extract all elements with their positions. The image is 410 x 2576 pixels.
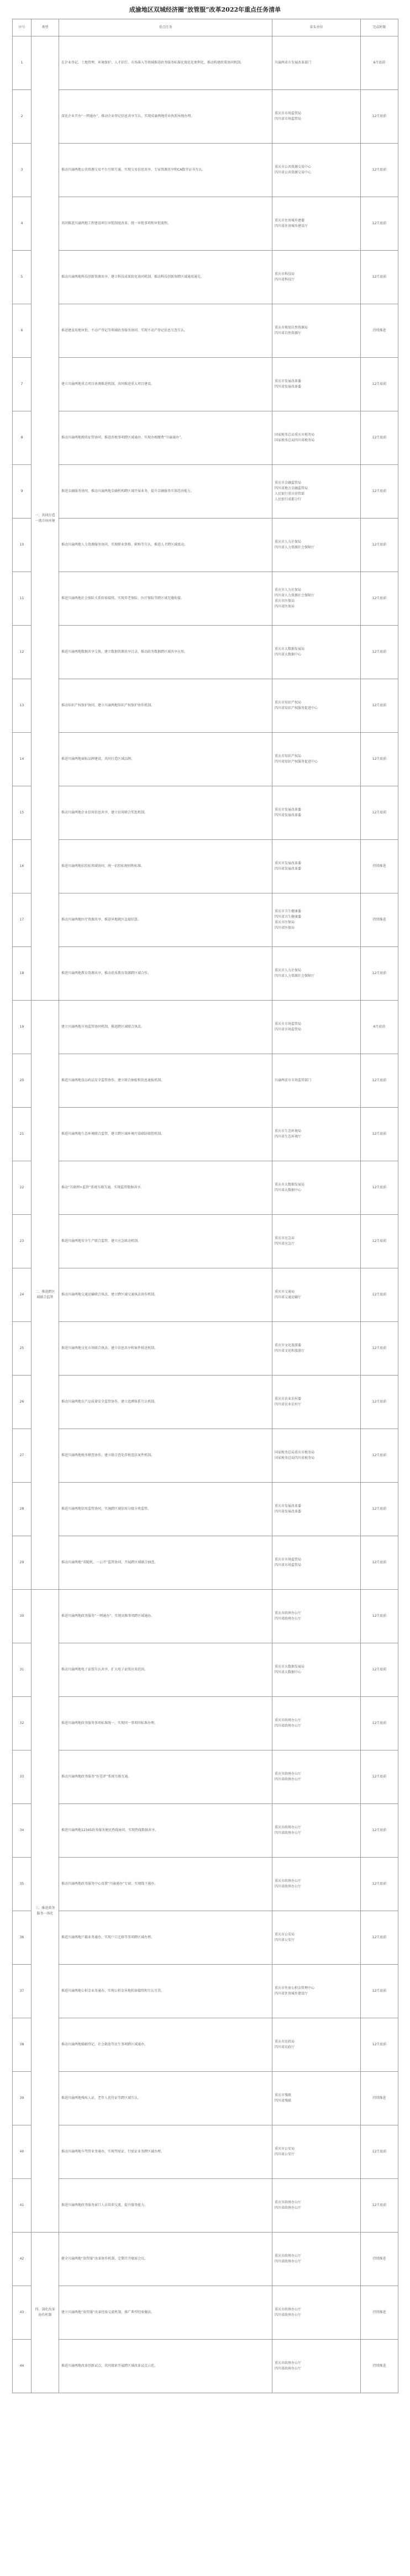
task-cell: 共同推进川渝两地工程建设项目审批制度改革，统一审批事项和审批流程。: [59, 197, 272, 251]
task-cell: 推动川渝两地交通运输联合执法，建立跨区域交通执法协作机制。: [59, 1268, 272, 1322]
table-row: [13, 465, 398, 519]
task-cell: 推进建设用地审批、不动产登记等领域政务服务协同，实现不动产登记信息互查互认。: [59, 304, 272, 358]
task-cell: 推进川渝两地教育资源共享，推动优质教育资源跨区域合作。: [59, 947, 272, 1001]
header-category: 类型: [31, 19, 59, 36]
lead-unit-cell: 重庆市大数据发展局 四川省大数据中心: [272, 626, 361, 679]
row-number: 2: [13, 90, 31, 144]
task-cell: 推进川渝两地食品药品安全监管协作，建立联合抽检和信息通报机制。: [59, 1054, 272, 1108]
task-cell: 推动知识产权保护协同，建立川渝两地知识产权保护协作机制。: [59, 679, 272, 733]
lead-unit-cell: 重庆市知识产权局 四川省知识产权服务促进中心: [272, 679, 361, 733]
task-cell: 推动川渝两地婚姻登记、社会救助等民生事项跨区域通办。: [59, 2018, 272, 2072]
row-number: 13: [13, 679, 31, 733]
lead-unit-cell: 重庆市政府办公厅 四川省政府办公厅: [272, 1858, 361, 1911]
lead-unit-cell: 重庆市政府办公厅 四川省政府办公厅: [272, 2286, 361, 2340]
lead-unit-cell: 重庆市市场监管局 四川省市场监管局: [272, 1001, 361, 1054]
lead-unit-cell: 重庆市知识产权局 四川省知识产权服务促进中心: [272, 733, 361, 786]
deadline-cell: 持续推进: [361, 893, 398, 947]
lead-unit-cell: 重庆市市场监管局 四川省市场监管局: [272, 1536, 361, 1590]
task-cell: 推进川渝两地政务服务窗口人员培训交流，提升服务能力。: [59, 2179, 272, 2233]
lead-unit-cell: 重庆市公安局 四川省公安厅: [272, 2125, 361, 2179]
row-number: 41: [13, 2179, 31, 2233]
table-row: [13, 1697, 398, 1750]
row-number: 36: [13, 1911, 31, 1965]
row-number: 1: [13, 36, 31, 90]
row-number: 37: [13, 1965, 31, 2018]
task-cell: 推进川渝两地改革创新试点，共同探索开展跨区域改革试点示范。: [59, 2340, 272, 2393]
table-row: [13, 733, 398, 786]
deadline-cell: 12月底前: [361, 1590, 398, 1643]
deadline-cell: 12月底前: [361, 251, 398, 304]
row-number: 35: [13, 1858, 31, 1911]
deadline-cell: 12月底前: [361, 1215, 398, 1268]
table-row: [13, 519, 398, 572]
header-no: 序号: [13, 19, 31, 36]
table-row: [13, 1911, 398, 1965]
row-number: 25: [13, 1322, 31, 1376]
lead-unit-cell: 重庆市规划自然资源局 四川省自然资源厅: [272, 304, 361, 358]
row-number: 20: [13, 1054, 31, 1108]
row-number: 39: [13, 2072, 31, 2125]
table-row: [13, 1750, 398, 1804]
task-cell: 推动川渝两地公共资源交易平台互联互通，实现交易信息共享、专家资源共享和CA数字证书互认。: [59, 144, 272, 197]
deadline-cell: 12月底前: [361, 465, 398, 519]
lead-unit-cell: 重庆市农业农村委 四川省农业农村厅: [272, 1376, 361, 1429]
lead-unit-cell: 重庆市政府办公厅 四川省政府办公厅: [272, 2233, 361, 2286]
table-row: [13, 1804, 398, 1858]
deadline-cell: 12月底前: [361, 572, 398, 626]
row-number: 19: [13, 1001, 31, 1054]
table-row: [13, 679, 398, 733]
header-task: 重点任务: [59, 19, 272, 36]
table-row: [13, 2340, 398, 2393]
deadline-cell: 12月底前: [361, 90, 398, 144]
deadline-cell: 持续推进: [361, 304, 398, 358]
table-row: [13, 411, 398, 465]
task-cell: 推动川渝两地电子证照互认共享，扩大电子证照应用范围。: [59, 1643, 272, 1697]
row-number: 32: [13, 1697, 31, 1750]
row-number: 28: [13, 1483, 31, 1536]
lead-unit-cell: 重庆市发展改革委 四川省发展改革委: [272, 1483, 361, 1536]
deadline-cell: 12月底前: [361, 1483, 398, 1536]
deadline-cell: 12月底前: [361, 947, 398, 1001]
task-cell: 深化企业开办“一网通办”，推动企业登记信息共享互认，实现成渝两地营业执照异地办理。: [59, 90, 272, 144]
table-row: [13, 90, 398, 144]
table-row: [13, 626, 398, 679]
header-unit: 牵头单位: [272, 19, 361, 36]
category-cell: 四、深化改革协作机制: [31, 2233, 59, 2393]
row-number: 18: [13, 947, 31, 1001]
lead-unit-cell: 重庆市人力社保局 四川省人力资源社会保障厅: [272, 947, 361, 1001]
table-row: [13, 36, 398, 90]
row-number: 14: [13, 733, 31, 786]
task-cell: 健全川渝两地“放管服”改革协作机制，定期召开联席会议。: [59, 2233, 272, 2286]
lead-unit-cell: 重庆市民政局 四川省民政厅: [272, 2018, 361, 2072]
deadline-cell: 12月底前: [361, 1054, 398, 1108]
page-title: 成渝地区双城经济圈“放管服”改革2022年重点任务清单: [129, 6, 281, 13]
table-row: [13, 572, 398, 626]
task-cell: 推进川渝两地残疾人证、老年人优待证等跨区域互认。: [59, 2072, 272, 2125]
task-cell: 推进川渝两地12345政务服务便民热线协同，实现热线数据共享。: [59, 1804, 272, 1858]
task-cell: 推动川渝两地“双随机、一公开”监管协同，开展跨区域联合抽查。: [59, 1536, 272, 1590]
deadline-cell: 12月底前: [361, 1911, 398, 1965]
task-cell: 建立川渝两地重点项目协调推进机制，共同推进重大项目建设。: [59, 358, 272, 411]
table-header-row: [13, 19, 398, 36]
lead-unit-cell: 重庆市卫生健康委 四川省卫生健康委 重庆市医保局 四川省医保局: [272, 893, 361, 947]
table-row: [13, 1536, 398, 1590]
deadline-cell: 12月底前: [361, 1376, 398, 1429]
lead-unit-cell: 重庆市市场监管局 四川省市场监管局: [272, 90, 361, 144]
row-number: 6: [13, 304, 31, 358]
task-cell: 推进川渝两地政务服务“一网通办”，实现高频事项跨区域通办。: [59, 1590, 272, 1643]
lead-unit-cell: 重庆市大数据发展局 四川省大数据中心: [272, 1643, 361, 1697]
lead-unit-cell: 川渝两省市发展改革部门: [272, 36, 361, 90]
deadline-cell: 12月底前: [361, 733, 398, 786]
table-row: [13, 1643, 398, 1697]
deadline-cell: 持续推进: [361, 2340, 398, 2393]
deadline-cell: 12月底前: [361, 1108, 398, 1161]
deadline-cell: 12月底前: [361, 2018, 398, 2072]
row-number: 38: [13, 2018, 31, 2072]
task-cell: 推进川渝两地文化市场联合执法，建立信息共享和案件移送机制。: [59, 1322, 272, 1376]
deadline-cell: 12月底前: [361, 358, 398, 411]
table-row: [13, 1001, 398, 1054]
lead-unit-cell: 重庆市金融监管局 四川省地方金融监管局 人民银行重庆营管部 人民银行成都分行: [272, 465, 361, 519]
table-row: [13, 1215, 398, 1268]
task-cell: 推动川渝两地农产品质量安全监管协作，建立追溯体系互认机制。: [59, 1376, 272, 1429]
deadline-cell: 持续推进: [361, 2072, 398, 2125]
lead-unit-cell: 重庆市发展改革委 四川省发展改革委: [272, 840, 361, 893]
deadline-cell: 12月底前: [361, 1965, 398, 2018]
lead-unit-cell: 重庆市生态环境局 四川省生态环境厅: [272, 1108, 361, 1161]
task-cell: 推动川渝两地政务服务“好差评”系统互联互通。: [59, 1750, 272, 1804]
table-row: [13, 358, 398, 411]
task-cell: 建立川渝两地市场监管协同机制，推进跨区域联合执法。: [59, 1001, 272, 1054]
task-cell: 推动“互联网+监管”系统互联互通，实现监管数据共享。: [59, 1161, 272, 1215]
lead-unit-cell: 重庆市政府办公厅 四川省政府办公厅: [272, 1750, 361, 1804]
lead-unit-cell: 重庆市残联 四川省残联: [272, 2072, 361, 2125]
category-cell: 二、推进跨区域联合监管: [31, 1001, 59, 1590]
task-cell: 推动川渝两地税收征管协同，推进涉税事项跨区域通办，实现办税缴费“川渝通办”。: [59, 411, 272, 465]
table-row: [13, 1965, 398, 2018]
row-number: 22: [13, 1161, 31, 1215]
lead-unit-cell: 重庆市科技局 四川省科技厅: [272, 251, 361, 304]
row-number: 33: [13, 1750, 31, 1804]
task-cell: 推进金融服务协同，推动川渝两地金融机构跨区域开展业务，提升金融服务实体经济能力。: [59, 465, 272, 519]
row-number: 40: [13, 2125, 31, 2179]
task-cell: 推动川渝两地政务服务中心设置“川渝通办”专窗，实现线下通办。: [59, 1858, 272, 1911]
lead-unit-cell: 重庆市政府办公厅 四川省政府办公厅: [272, 1697, 361, 1750]
category-cell: 一、共同打造一流市场环境: [31, 36, 59, 1001]
row-number: 10: [13, 519, 31, 572]
task-cell: 推进川渝两地安全生产联合监管，建立应急联动机制。: [59, 1215, 272, 1268]
table-row: [13, 947, 398, 1001]
row-number: 43: [13, 2286, 31, 2340]
task-cell: 在企业登记、土地管理、环境保护、人才招引、市场准入等领域推进政务服务标准化规范化便利化，推动构建政策协同机制。: [59, 36, 272, 90]
task-cell: 推进川渝两地社会保险关系转移接续，实现养老保险、医疗保险等跨区域无缝衔接。: [59, 572, 272, 626]
deadline-cell: 12月底前: [361, 1804, 398, 1858]
task-cell: 推动川渝两地企业信用信息共享，建立信用联合奖惩机制。: [59, 786, 272, 840]
row-number: 16: [13, 840, 31, 893]
task-cell: 推动川渝两地科技创新资源共享，建立科技成果转化协同机制，推动科技创新券跨区域通用通兑。: [59, 251, 272, 304]
task-cell: 建立川渝两地“放管服”改革经验交流机制，推广典型经验做法。: [59, 2286, 272, 2340]
row-number: 5: [13, 251, 31, 304]
deadline-cell: 12月底前: [361, 1536, 398, 1590]
lead-unit-cell: 重庆市住房公积金管理中心 四川省住房城乡建设厅: [272, 1965, 361, 2018]
table-row: [13, 1858, 398, 1911]
table-row: [13, 840, 398, 893]
deadline-cell: 12月底前: [361, 1697, 398, 1750]
task-cell: 推动川渝两地车驾管业务通办，实现驾驶证、行驶证业务跨区域办理。: [59, 2125, 272, 2179]
row-number: 23: [13, 1215, 31, 1268]
row-number: 12: [13, 626, 31, 679]
lead-unit-cell: 重庆市政府办公厅 四川省政府办公厅: [272, 2179, 361, 2233]
lead-unit-cell: 重庆市政府办公厅 四川省政府办公厅: [272, 1804, 361, 1858]
lead-unit-cell: 重庆市应急局 四川省应急厅: [272, 1215, 361, 1268]
lead-unit-cell: 国家税务总局重庆市税务局 国家税务总局四川省税务局: [272, 411, 361, 465]
deadline-cell: 6月底前: [361, 36, 398, 90]
row-number: 9: [13, 465, 31, 519]
deadline-cell: 12月底前: [361, 786, 398, 840]
lead-unit-cell: 重庆市人力社保局 四川省人力资源社会保障厅 重庆市医保局 四川省医保局: [272, 572, 361, 626]
task-cell: 推动川渝两地医疗资源共享，推进异地就医直接结算。: [59, 893, 272, 947]
row-number: 31: [13, 1643, 31, 1697]
table-row: [13, 1161, 398, 1215]
deadline-cell: 12月底前: [361, 144, 398, 197]
deadline-cell: 6月底前: [361, 1001, 398, 1054]
table-row: [13, 2233, 398, 2286]
task-cell: 推进川渝两地政务服务事项标准统一，实现同一事项同标准办理。: [59, 1697, 272, 1750]
deadline-cell: 持续推进: [361, 2233, 398, 2286]
deadline-cell: 12月底前: [361, 519, 398, 572]
table-row: [13, 304, 398, 358]
row-number: 44: [13, 2340, 31, 2393]
task-cell: 推进川渝两地户籍业务通办，实现户口迁移等事项跨区域办理。: [59, 1911, 272, 1965]
deadline-cell: 12月底前: [361, 1268, 398, 1322]
lead-unit-cell: 重庆市政府办公厅 四川省政府办公厅: [272, 1590, 361, 1643]
lead-unit-cell: 重庆市公安局 四川省公安厅: [272, 1911, 361, 1965]
task-cell: 推进川渝两地商标品牌建设，共同打造区域品牌。: [59, 733, 272, 786]
lead-unit-cell: 重庆市公共资源交易中心 四川省公共资源交易中心: [272, 144, 361, 197]
row-number: 4: [13, 197, 31, 251]
lead-unit-cell: 国家税务总局重庆市税务局 国家税务总局四川省税务局: [272, 1429, 361, 1483]
row-number: 3: [13, 144, 31, 197]
deadline-cell: 12月底前: [361, 1429, 398, 1483]
task-table: [12, 19, 398, 2393]
category-cell: 三、推进政务服务一体化: [31, 1590, 59, 2233]
deadline-cell: 持续推进: [361, 2286, 398, 2340]
table-row: [13, 1054, 398, 1108]
row-number: 21: [13, 1108, 31, 1161]
task-cell: 推动川渝两地人力资源服务协同，实现职业资格、职称等互认，推进人才跨区域流动。: [59, 519, 272, 572]
deadline-cell: 12月底前: [361, 2179, 398, 2233]
table-row: [13, 1429, 398, 1483]
task-cell: 推进川渝两地公积金业务通办，实现公积金异地转移接续和互认互贷。: [59, 1965, 272, 2018]
deadline-cell: 12月底前: [361, 1161, 398, 1215]
task-cell: 推进川渝两地生态环境联合监管，建立跨区域环境污染联防联控机制。: [59, 1108, 272, 1161]
lead-unit-cell: 重庆市发展改革委 四川省发展改革委: [272, 786, 361, 840]
lead-unit-cell: 重庆市人力社保局 四川省人力资源社会保障厅: [272, 519, 361, 572]
task-cell: 推进川渝两地信用监管协同，实施跨区域信用分级分类监管。: [59, 1483, 272, 1536]
row-number: 29: [13, 1536, 31, 1590]
deadline-cell: 12月底前: [361, 1322, 398, 1376]
table-row: [13, 893, 398, 947]
table-row: [13, 786, 398, 840]
table-row: [13, 251, 398, 304]
lead-unit-cell: 重庆市住房城乡建委 四川省住房城乡建设厅: [272, 197, 361, 251]
table-row: [13, 2018, 398, 2072]
row-number: 7: [13, 358, 31, 411]
lead-unit-cell: 重庆市政府办公厅 四川省政府办公厅: [272, 2340, 361, 2393]
row-number: 8: [13, 411, 31, 465]
row-number: 42: [13, 2233, 31, 2286]
deadline-cell: 12月底前: [361, 197, 398, 251]
table-row: [13, 144, 398, 197]
header-time: 完成时限: [361, 19, 398, 36]
table-row: [13, 2286, 398, 2340]
row-number: 17: [13, 893, 31, 947]
row-number: 26: [13, 1376, 31, 1429]
row-number: 24: [13, 1268, 31, 1322]
deadline-cell: 12月底前: [361, 1750, 398, 1804]
deadline-cell: 12月底前: [361, 679, 398, 733]
deadline-cell: 持续推进: [361, 840, 398, 893]
lead-unit-cell: 川渝两省市市场监管部门: [272, 1054, 361, 1108]
deadline-cell: 12月底前: [361, 626, 398, 679]
table-row: [13, 197, 398, 251]
task-cell: 推进川渝两地税务稽查协作，建立联合查处涉税违法案件机制。: [59, 1429, 272, 1483]
deadline-cell: 12月底前: [361, 1643, 398, 1697]
table-row: [13, 1590, 398, 1643]
task-cell: 推进川渝两地数据共享交换，建立数据资源共享目录，推动政务数据跨区域共享应用。: [59, 626, 272, 679]
row-number: 11: [13, 572, 31, 626]
lead-unit-cell: 重庆市交通局 四川省交通运输厅: [272, 1268, 361, 1322]
lead-unit-cell: 重庆市大数据发展局 四川省大数据中心: [272, 1161, 361, 1215]
lead-unit-cell: 重庆市文化旅游委 四川省文化和旅游厅: [272, 1322, 361, 1376]
task-cell: 推进川渝两地招投标领域协同，统一招投标规则和标准。: [59, 840, 272, 893]
table-row: [13, 1376, 398, 1429]
table-row: [13, 1322, 398, 1376]
table-row: [13, 1108, 398, 1161]
table-row: [13, 2179, 398, 2233]
row-number: 34: [13, 1804, 31, 1858]
table-row: [13, 1268, 398, 1322]
row-number: 30: [13, 1590, 31, 1643]
deadline-cell: 12月底前: [361, 2125, 398, 2179]
table-body: [13, 36, 398, 2393]
row-number: 27: [13, 1429, 31, 1483]
table-row: [13, 1483, 398, 1536]
deadline-cell: 12月底前: [361, 1858, 398, 1911]
table-row: [13, 2072, 398, 2125]
lead-unit-cell: 重庆市发展改革委 四川省发展改革委: [272, 358, 361, 411]
table-row: [13, 2125, 398, 2179]
deadline-cell: 12月底前: [361, 411, 398, 465]
row-number: 15: [13, 786, 31, 840]
